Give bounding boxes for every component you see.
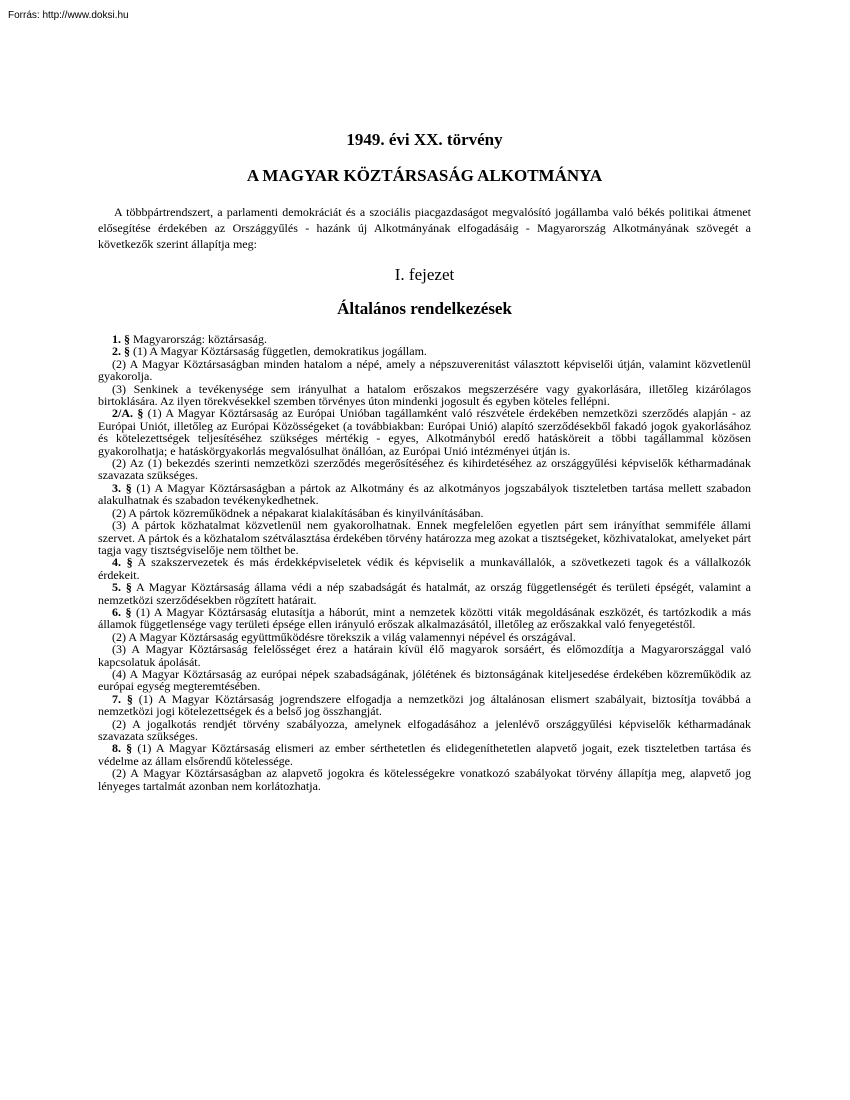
preamble: A többpártrendszert, a parlamenti demokráciát és a szociális piacgazdaságot megvalósító jogállamba való békés politikai átmenet elősegítése érdekében az Országgyűlés - hazánk új Alkotmányának elfogadásáig - Magyarország Alkotmányának szövegét a következők szerint állapítja meg: [98, 205, 751, 251]
paragraph-number: 8. § [112, 741, 133, 756]
paragraph-text: (2) A Magyar Köztársaságban minden hatalom a népé, amely a népszuverenitást választott képviselői útján, valamint közvetlenül gyakorolja. [98, 356, 751, 384]
paragraph-text: (1) A Magyar Köztársaság független, demokratikus jogállam. [130, 344, 427, 359]
paragraph-text: A Magyar Köztársaság állama védi a nép szabadságát és hatalmát, az ország függetlenségét és területi épségét, valamint a nemzetközi szerződésekben rögzített határait. [98, 580, 752, 607]
paragraph-number: 5. § [112, 580, 132, 595]
paragraph-text: (4) A Magyar Köztársaság az európai népek szabadságának, jólétének és biztonságának kiteljesedése érdekében közreműködik az európai egység megteremtésében. [98, 666, 751, 694]
paragraph-list [98, 333, 751, 792]
paragraph-text: (3) A Magyar Köztársaság felelősséget érez a határain kívül élő magyarok sorsáért, és előmozdítja a Magyarországgal való kapcsolatuk ápolását. [98, 642, 751, 669]
paragraph-text: (1) A Magyar Köztársaságban a pártok az Alkotmány és az alkotmányos jogszabályok tiszteletben tartása mellett szabadon alakulhatnak és szabadon tevékenykedhetnek. [98, 480, 751, 508]
paragraph-text: (1) A Magyar Köztársaság elismeri az ember sérthetetlen és elidegeníthetetlen alapvető jogait, ezek tiszteletben tartása és védelme az állam elsőrendű kötelessége. [98, 741, 751, 768]
section-heading: Általános rendelkezések [337, 299, 512, 318]
paragraph-number: 4. § [112, 555, 133, 570]
paragraph-number: 2/A. § [112, 406, 144, 421]
paragraph-text: (2) A Magyar Köztársaságban az alapvető jogokra és kötelességekre vonatkozó szabályokat törvény állapítja meg, alapvető jog lényeges tartalmát azonban nem korlátozhatja. [98, 766, 751, 793]
paragraph-text: (1) A Magyar Köztársaság az Európai Unióban tagállamként való részvétele érdekében nemzetközi szerződés alapján - az Európai Uniót, illetőleg az Európai Közösségeket (a továbbiakban: Európai Unió) alapító szerződésekből fakadó jogok gyakorlásához és kötelezettségek teljesítéséhez szükséges mértékig - egyes, Alkotmányból eredő hatásköreit a többi tagállammal közösen gyakorolhatja; e hatáskörgyakorlás megvalósulhat önállóan, az Európai Unió intézményei útján is. [98, 406, 752, 458]
paragraph-number: 7. § [112, 691, 133, 706]
paragraph-text: (3) A pártok közhatalmat közvetlenül nem gyakorolhatnak. Ennek megfelelően egyetlen párt sem irányíthat semmiféle állami szervet. A pártok és a közhatalom szétválasztása érdekében törvény határozza meg azokat a tisztségeket, közhivatalokat, amelyeket párt tagja vagy tisztségviselője nem tölthet be. [98, 518, 751, 557]
paragraph [98, 606, 751, 631]
law-subtitle: A MAGYAR KÖZTÁRSASÁG ALKOTMÁNYA [246, 166, 603, 185]
paragraph [98, 668, 751, 693]
paragraph [98, 457, 751, 482]
law-title: 1949. évi XX. törvény [346, 130, 503, 149]
paragraph [98, 767, 751, 792]
paragraph [98, 643, 751, 668]
paragraph [98, 718, 751, 743]
paragraph [98, 482, 751, 507]
paragraph-number: 2. § [112, 344, 130, 359]
paragraph-number: 1. § [112, 332, 130, 346]
paragraph [98, 693, 751, 718]
document-page [98, 130, 751, 792]
paragraph [98, 742, 751, 767]
paragraph [98, 519, 751, 556]
paragraph-text: (1) A Magyar Köztársaság elutasítja a háborút, mint a nemzetek közötti viták megoldásának eszközét, és tartózkodik a más államok függetlensége vagy területi épsége ellen irányuló erőszak alkalmazásától, illetőleg az erőszakkal való fenyegetéstől. [98, 604, 752, 632]
paragraph-text: Magyarország: köztársaság. [130, 332, 267, 346]
paragraph-number: 3. § [112, 480, 132, 495]
paragraph [98, 358, 751, 383]
paragraph [98, 581, 751, 606]
source-note: Forrás: http://www.doksi.hu [8, 10, 129, 21]
paragraph-text: (2) A pártok közreműködnek a népakarat kialakításában és kinyilvánításában. [112, 505, 484, 520]
paragraph-text: (2) A jogalkotás rendjét törvény szabályozza, amelynek elfogadásához a jelenlévő országgyűlési képviselők kétharmadának szavazata szükséges. [98, 716, 751, 743]
paragraph-text: (3) Senkinek a tevékenysége sem irányulhat a hatalom erőszakos megszerzésére vagy gyakorlására, illetőleg kizárólagos birtoklására. Az ilyen törekvésekkel szemben törvényes úton mindenki jogosult és egyben köteles fellépni. [98, 381, 751, 409]
paragraph-text: A szakszervezetek és más érdekképviseletek védik és képviselik a munkavállalók, a szövetkezeti tagok és a vállalkozók érdekeit. [98, 555, 751, 582]
paragraph-text: (1) A Magyar Köztársaság jogrendszere elfogadja a nemzetközi jog általánosan elismert szabályait, biztosítja továbbá a nemzetközi jogi kötelezettségek és a belső jog összhangját. [98, 691, 751, 719]
paragraph [98, 556, 751, 581]
paragraph-text: (2) A Magyar Köztársaság együttműködésre törekszik a világ valamennyi népével és országával. [112, 629, 576, 644]
paragraph-text: (2) Az (1) bekezdés szerinti nemzetközi szerződés megerősítéséhez és kihirdetéséhez az országgyűlési képviselők kétharmadának szavazata szükséges. [98, 456, 751, 483]
paragraph [98, 407, 751, 457]
chapter-heading: I. fejezet [394, 265, 455, 284]
paragraph [98, 383, 751, 408]
paragraph-number: 6. § [112, 604, 132, 619]
